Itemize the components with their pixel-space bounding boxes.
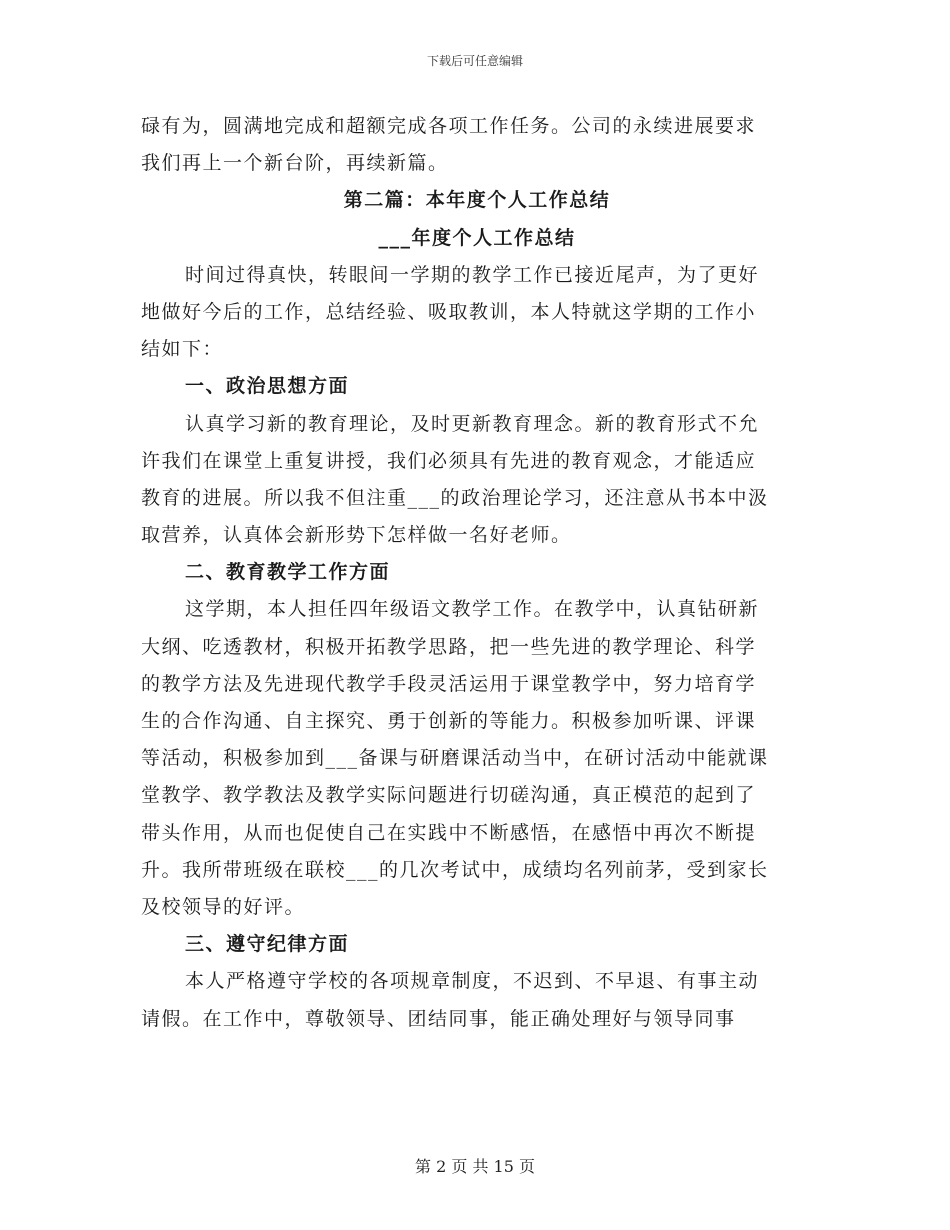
- heading-teaching: 二、教育教学工作方面: [185, 561, 391, 584]
- paragraph-line: 这学期，本人担任四年级语文教学工作。在教学中，认真钻研新: [185, 598, 760, 621]
- page-number: 第 2 页 共 15 页: [415, 1157, 535, 1176]
- body-line: 请假。在工作中，尊敬领导、团结同事，能正确处理好与领导同事: [141, 1007, 736, 1030]
- body-line: 及校领导的好评。: [141, 895, 306, 918]
- body-line: 堂教学、教学教法及教学实际问题进行切磋沟通，真正模范的起到了: [141, 784, 757, 807]
- body-line: 的教学方法及先进现代教学手段灵活运用于课堂教学中，努力培育学: [141, 672, 757, 695]
- paragraph-line: 认真学习新的教育理论，及时更新教育理念。新的教育形式不允: [185, 412, 760, 435]
- body-line: 结如下：: [141, 338, 224, 361]
- body-line: 等活动，积极参加到___备课与研磨课活动当中，在研讨活动中能就课: [141, 747, 769, 770]
- header-note: 下载后可任意编辑: [426, 54, 523, 68]
- body-line: 许我们在课堂上重复讲授，我们必须具有先进的教育观念，才能适应: [141, 449, 757, 472]
- heading-discipline: 三、遵守纪律方面: [185, 933, 350, 956]
- body-line: 地做好今后的工作，总结经验、吸取教训，本人特就这学期的工作小: [141, 300, 757, 323]
- doc-title: ___年度个人工作总结: [378, 226, 576, 249]
- paragraph-line: 本人严格遵守学校的各项规章制度，不迟到、不早退、有事主动: [185, 970, 760, 993]
- heading-politics: 一、政治思想方面: [185, 375, 350, 398]
- body-line: 取营养，认真体会新形势下怎样做一名好老师。: [141, 524, 572, 547]
- body-line: 大纲、吃透教材，积极开拓教学思路，把一些先进的教学理论、科学: [141, 635, 757, 658]
- paragraph-line: 时间过得真快，转眼间一学期的教学工作已接近尾声，为了更好: [185, 263, 760, 286]
- body-line: 教育的进展。所以我不但注重___的政治理论学习，还注意从书本中汲: [141, 486, 769, 509]
- body-line: 升。我所带班级在联校___的几次考试中，成绩均名列前茅，受到家长: [141, 858, 769, 881]
- body-line: 碌有为，圆满地完成和超额完成各项工作任务。公司的永续进展要求: [141, 115, 757, 137]
- body-line: 带头作用，从而也促使自己在实践中不断感悟，在感悟中再次不断提: [141, 821, 757, 844]
- section-title: 第二篇：本年度个人工作总结: [343, 189, 611, 212]
- document-body: [141, 108, 813, 1038]
- body-line: 我们再上一个新台阶，再续新篇。: [141, 152, 449, 175]
- body-line: 生的合作沟通、自主探究、勇于创新的等能力。积极参加听课、评课: [141, 710, 757, 732]
